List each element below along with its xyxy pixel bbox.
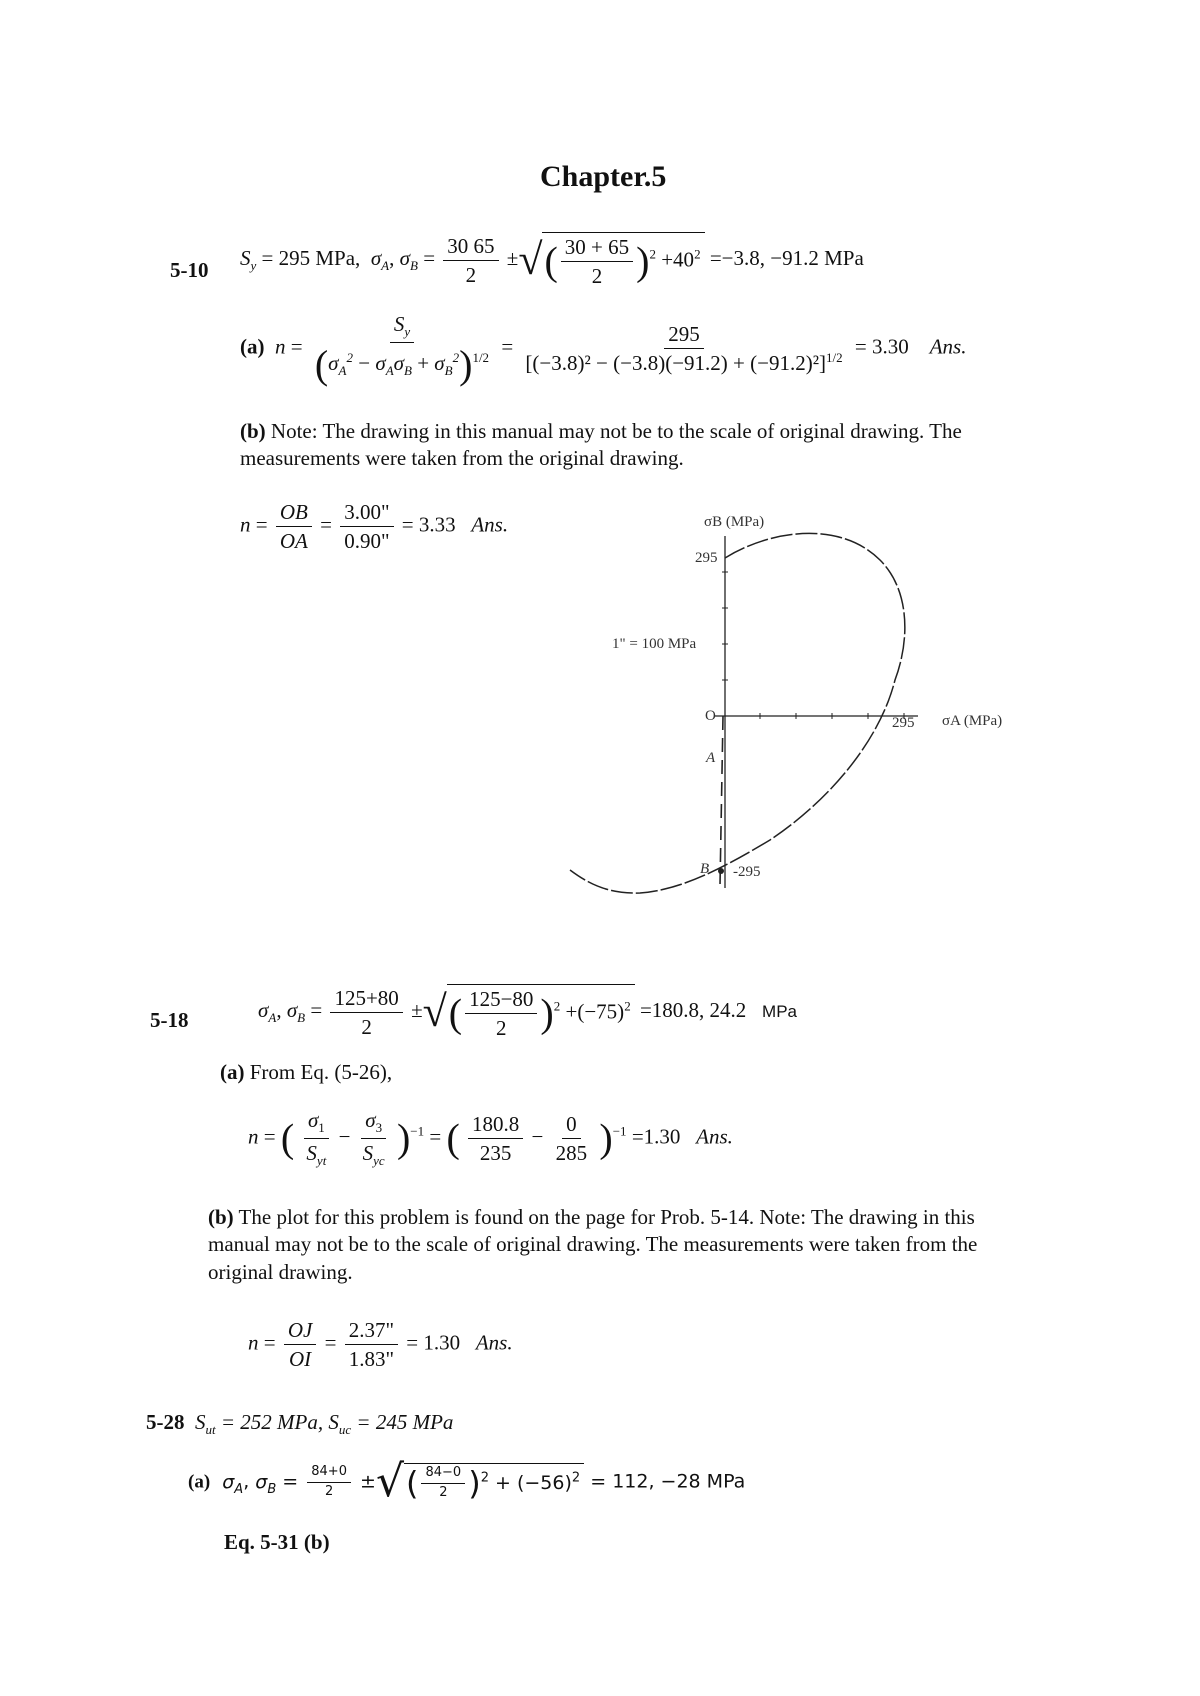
sqrt-term: ( $\frac{30 + 65}{2}$ )$^2 +40^2$ <box>542 232 704 288</box>
problem-number-5-18: 5-18 <box>150 1008 189 1032</box>
origin-label: O <box>705 708 716 724</box>
failure-ellipse <box>570 533 905 893</box>
equation-5-10-b: n = $\frac{OB}{OA}$ = $\frac{3.00"}{0.90"}$ = 3.33 Ans. <box>240 500 509 554</box>
equation-5-18-principal: $\sigma_A$, $\sigma_B$ = $\frac{125+80}{2}$ ±√( $\frac{125-80}{2}$ )$^2 +(-75)^2 =180.8$, 24.2 MPa <box>258 985 797 1041</box>
point-a-label: A <box>706 750 716 766</box>
equation-5-18-a: n = ( $\frac{\sigma_1}{S_{yt}}$ − $\frac{\sigma_3}{S_{yc}}$ )$^{-1}$ = ( $\frac{180.8}{235}$ − $\frac{0}{285}$ )$^{-1}$ =1.30 Ans. <box>248 1108 733 1169</box>
note-5-10-b: (b) Note: The drawing in this manual may not be to the scale of original drawing. The measurements were taken from the original drawing. <box>240 419 962 471</box>
equation-5-28-a: (a) $\sigma_A$, $\sigma_B$ = $\frac{84+0}{2}$ ±√( $\frac{84-0}{2}$ )$^2 + (-56)^2 = 112$, −28 MPa <box>188 1456 746 1507</box>
y-axis-label: σB (MPa) <box>704 514 765 530</box>
eq-reference-5-31b: Eq. 5-31 (b) <box>224 1530 330 1554</box>
point-b-marker <box>718 868 724 874</box>
text-5-18-a: (a) From Eq. (5-26), <box>220 1060 393 1084</box>
given-sy: 295 MPa, <box>278 245 361 270</box>
fraction-mean: $\frac{30 65}{2}$ <box>443 234 498 287</box>
problem-number-5-10: 5-10 <box>170 258 209 282</box>
y-tick-label: 295 <box>695 550 718 566</box>
x-axis-label: σA (MPa) <box>942 713 1003 729</box>
b-value-label: -295 <box>733 864 761 880</box>
equation-5-10-a: (a) n = $\frac{S_y}{(\sigma_A^2 - \sigma_A\sigma_B + \sigma_B^2)^{1/2}}$ = $\frac{295}{[(-3.8)^2 - (-3.8)(-91.2) + (-91.2)^2]^{1/2}}$ = 3.30 Ans. <box>240 312 967 388</box>
note-5-18-b: (b) The plot for this problem is found on the page for Prob. 5-14. Note: The drawing in this manual may not be to the scale of original drawing. The measurements were taken from the original drawing. <box>208 1205 978 1284</box>
scale-note: 1" = 100 MPa <box>612 636 697 652</box>
problem-5-28-header: 5-28 $S_{ut} = 252$ MPa, $S_{uc} = 245$ MPa <box>146 1410 454 1438</box>
load-line <box>720 716 723 885</box>
problem-number-5-28: 5-28 <box>146 1410 185 1434</box>
x-tick-label: 295 <box>892 715 915 731</box>
chapter-title: Chapter.5 <box>540 160 667 193</box>
result-5-10: =−3.8, −91.2 MPa <box>709 245 864 270</box>
equation-5-10-principal: $S_y = 295$ MPa, $\sigma_A$, $\sigma_B$ = $\frac{30 65}{2}$ ±√( $\frac{30 + 65}{2}$ )$^2 +40^2 =-3.8$, −91.2 MPa <box>240 233 864 289</box>
equation-5-18-b: n = $\frac{OJ}{OI}$ = $\frac{2.37"}{1.83"}$ = 1.30 Ans. <box>248 1318 513 1372</box>
point-b-label: B <box>700 861 710 877</box>
